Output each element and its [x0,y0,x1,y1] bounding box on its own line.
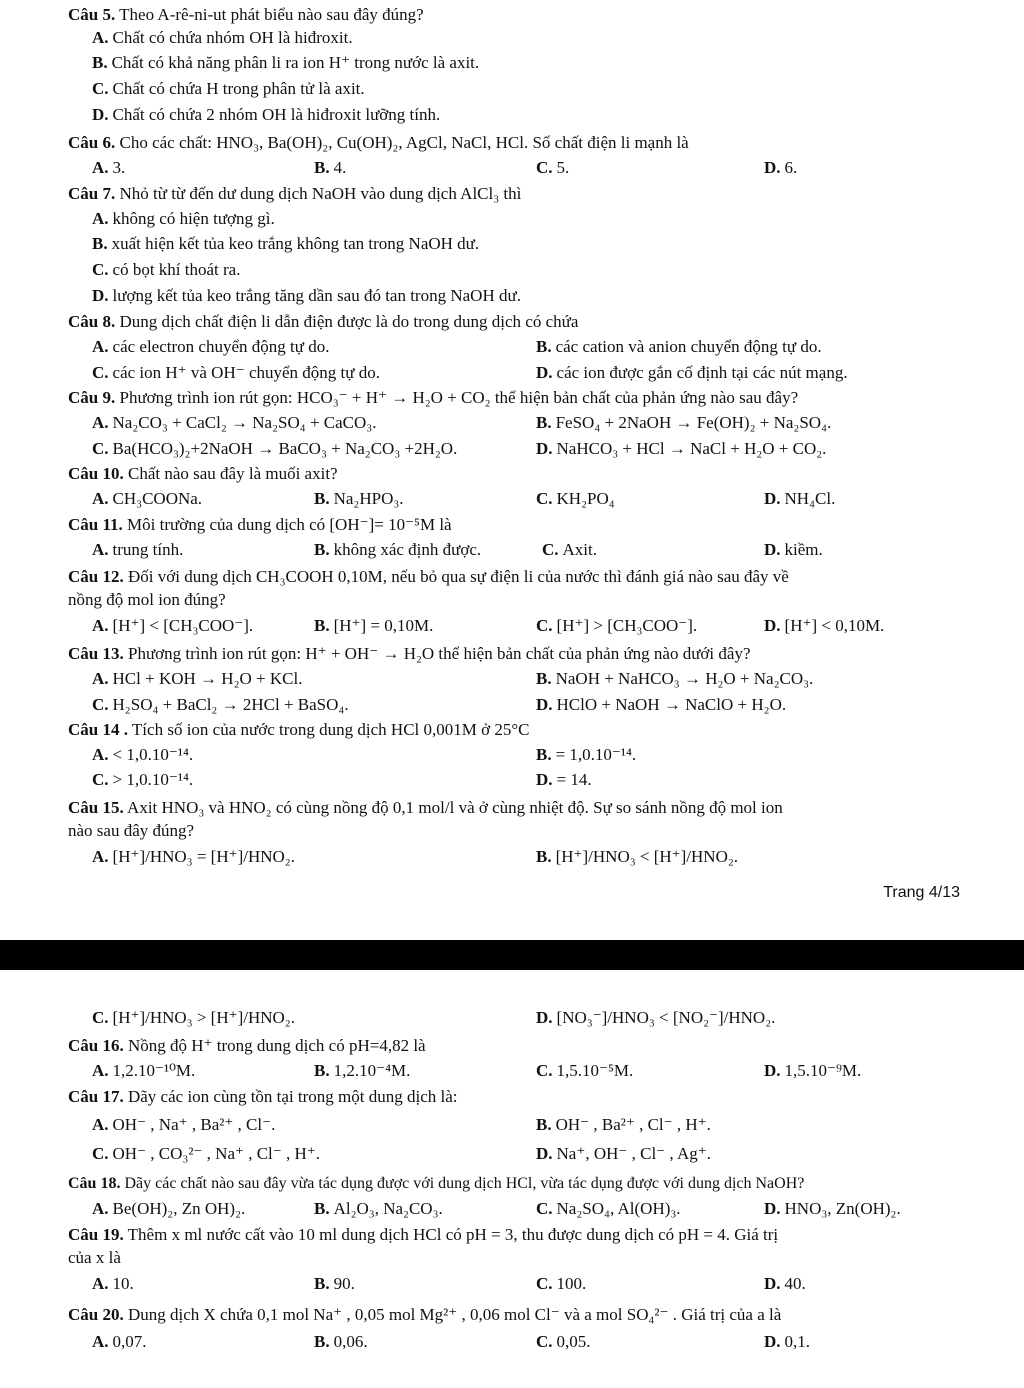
option-row: B. Chất có khả năng phân li ra ion H⁺ trong nước là axit. [92,53,480,72]
question-19-cont: của x là [68,1248,121,1267]
option-row: C. Ba(HCO₃)₂+2NaOH → BaCO₃ + Na₂CO₃ +2H₂O. D. NaHCO₃ + HCl → NaCl + H₂O + CO₂. [92,439,827,458]
option-row: D. lượng kết tủa keo trắng tăng dần sau đó tan trong NaOH dư. [92,286,521,305]
question-19: Câu 19. Thêm x ml nước cất vào 10 ml dung dịch HCl có pH = 3, thu được dung dịch có pH = 4. Giá trị [68,1225,779,1244]
option-row: A. 1,2.10⁻¹⁰M. B. 1,2.10⁻⁴M. C. 1,5.10⁻⁵M. D. 1,5.10⁻⁹M. [92,1061,862,1080]
option-row: A. 0,07. B. 0,06. C. 0,05. D. 0,1. [92,1332,811,1351]
question-20: Câu 20. Dung dịch X chứa 0,1 mol Na⁺ , 0,05 mol Mg²⁺ , 0,06 mol Cl⁻ và a mol SO₄²⁻ . Giá trị của a là [68,1305,782,1324]
question-9: Câu 9. Phương trình ion rút gọn: HCO₃⁻ + H⁺ → H₂O + CO₂ thể hiện bản chất của phản ứng nào sau đây? [68,388,799,407]
question-15: Câu 15. Axit HNO₃ và HNO₂ có cùng nồng độ 0,1 mol/l và ở cùng nhiệt độ. Sự so sánh nồng độ mol ion [68,798,783,817]
option-row: A. HCl + KOH → H₂O + KCl. B. NaOH + NaHCO₃ → H₂O + Na₂CO₃. [92,669,814,688]
question-14: Câu 14 . Tích số ion của nước trong dung dịch HCl 0,001M ở 25°C [68,720,530,739]
question-8: Câu 8. Dung dịch chất điện li dẫn điện được là do trong dung dịch có chứa [68,312,579,331]
option-row: B. xuất hiện kết tủa keo trắng không tan trong NaOH dư. [92,234,480,253]
question-11: Câu 11. Môi trường của dung dịch có [OH⁻]= 10⁻⁵M là [68,515,452,534]
question-12-cont: nồng độ mol ion đúng? [68,590,226,609]
option-row: D. Chất có chứa 2 nhóm OH là hiđroxit lưỡng tính. [92,105,441,124]
option-row: C. [H⁺]/HNO₃ > [H⁺]/HNO₂. D. [NO₃⁻]/HNO₃ < [NO₂⁻]/HNO₂. [92,1008,776,1027]
question-10: Câu 10. Chất nào sau đây là muối axit? [68,464,338,483]
question-18: Câu 18. Dãy các chất nào sau đây vừa tác dụng được với dung dịch HCl, vừa tác dụng được với dung dịch NaOH? [68,1175,805,1192]
question-5: Câu 5. Theo A-rê-ni-ut phát biểu nào sau đây đúng? [68,5,424,24]
option-row: A. [H⁺] < [CH₃COO⁻]. B. [H⁺] = 0,10M. C. [H⁺] > [CH₃COO⁻]. D. [H⁺] < 0,10M. [92,616,885,635]
option-row: A. không có hiện tượng gì. [92,209,275,228]
question-13: Câu 13. Phương trình ion rút gọn: H⁺ + OH⁻ → H₂O thể hiện bản chất của phản ứng nào dưới đây? [68,644,751,663]
option-row: A. Na₂CO₃ + CaCl₂ → Na₂SO₄ + CaCO₃. B. FeSO₄ + 2NaOH → Fe(OH)₂ + Na₂SO₄. [92,413,832,432]
option-row: C. các ion H⁺ và OH⁻ chuyển động tự do. D. các ion được gắn cố định tại các nút mạng. [92,363,848,382]
question-16: Câu 16. Nồng độ H⁺ trong dung dịch có pH=4,82 là [68,1036,426,1055]
question-17: Câu 17. Dãy các ion cùng tồn tại trong một dung dịch là: [68,1087,458,1106]
question-7: Câu 7. Nhỏ từ từ đến dư dung dịch NaOH vào dung dịch AlCl₃ thì [68,184,522,203]
option-row: A. Be(OH)₂, Zn OH)₂. B. Al₂O₃, Na₂CO₃. C. Na₂SO₄, Al(OH)₃. D. HNO₃, Zn(OH)₂. [92,1199,901,1218]
option-row: A. OH⁻ , Na⁺ , Ba²⁺ , Cl⁻. B. OH⁻ , Ba²⁺ , Cl⁻ , H⁺. [92,1115,711,1134]
question-6: Câu 6. Cho các chất: HNO₃, Ba(OH)₂, Cu(OH)₂, AgCl, NaCl, HCl. Số chất điện li mạnh là [68,133,689,152]
option-row: A. 10. B. 90. C. 100. D. 40. [92,1274,806,1293]
page-separator [0,940,1024,970]
option-row: C. có bọt khí thoát ra. [92,260,241,279]
option-row: A. < 1,0.10⁻¹⁴. B. = 1,0.10⁻¹⁴. [92,745,637,764]
option-row: A. CH₃COONa. B. Na₂HPO₃. C. KH₂PO₄ D. NH₄Cl. [92,489,836,508]
option-row: A. trung tính. B. không xác định được. C. Axit. D. kiềm. [92,540,823,559]
option-row: C. > 1,0.10⁻¹⁴. D. = 14. [92,770,592,789]
exam-page-2 [0,985,1024,1388]
question-12: Câu 12. Đối với dung dịch CH₃COOH 0,10M, nếu bỏ qua sự điện li của nước thì đánh giá nào sau đây về [68,567,789,586]
option-row: C. Chất có chứa H trong phân tử là axit. [92,79,365,98]
option-row: C. OH⁻ , CO₃²⁻ , Na⁺ , Cl⁻ , H⁺. D. Na⁺, OH⁻ , Cl⁻ , Ag⁺. [92,1144,711,1163]
page-number: Trang 4/13 [883,884,960,901]
option-row: A. Chất có chứa nhóm OH là hiđroxit. [92,28,353,47]
option-row: A. các electron chuyển động tự do. B. các cation và anion chuyển động tự do. [92,337,822,356]
option-row: A. [H⁺]/HNO₃ = [H⁺]/HNO₂. B. [H⁺]/HNO₃ < [H⁺]/HNO₂. [92,847,739,866]
question-15-cont: nào sau đây đúng? [68,821,195,840]
option-row: C. H₂SO₄ + BaCl₂ → 2HCl + BaSO₄. D. HClO + NaOH → NaClO + H₂O. [92,695,787,714]
option-row: A. 3. B. 4. C. 5. D. 6. [92,158,798,177]
